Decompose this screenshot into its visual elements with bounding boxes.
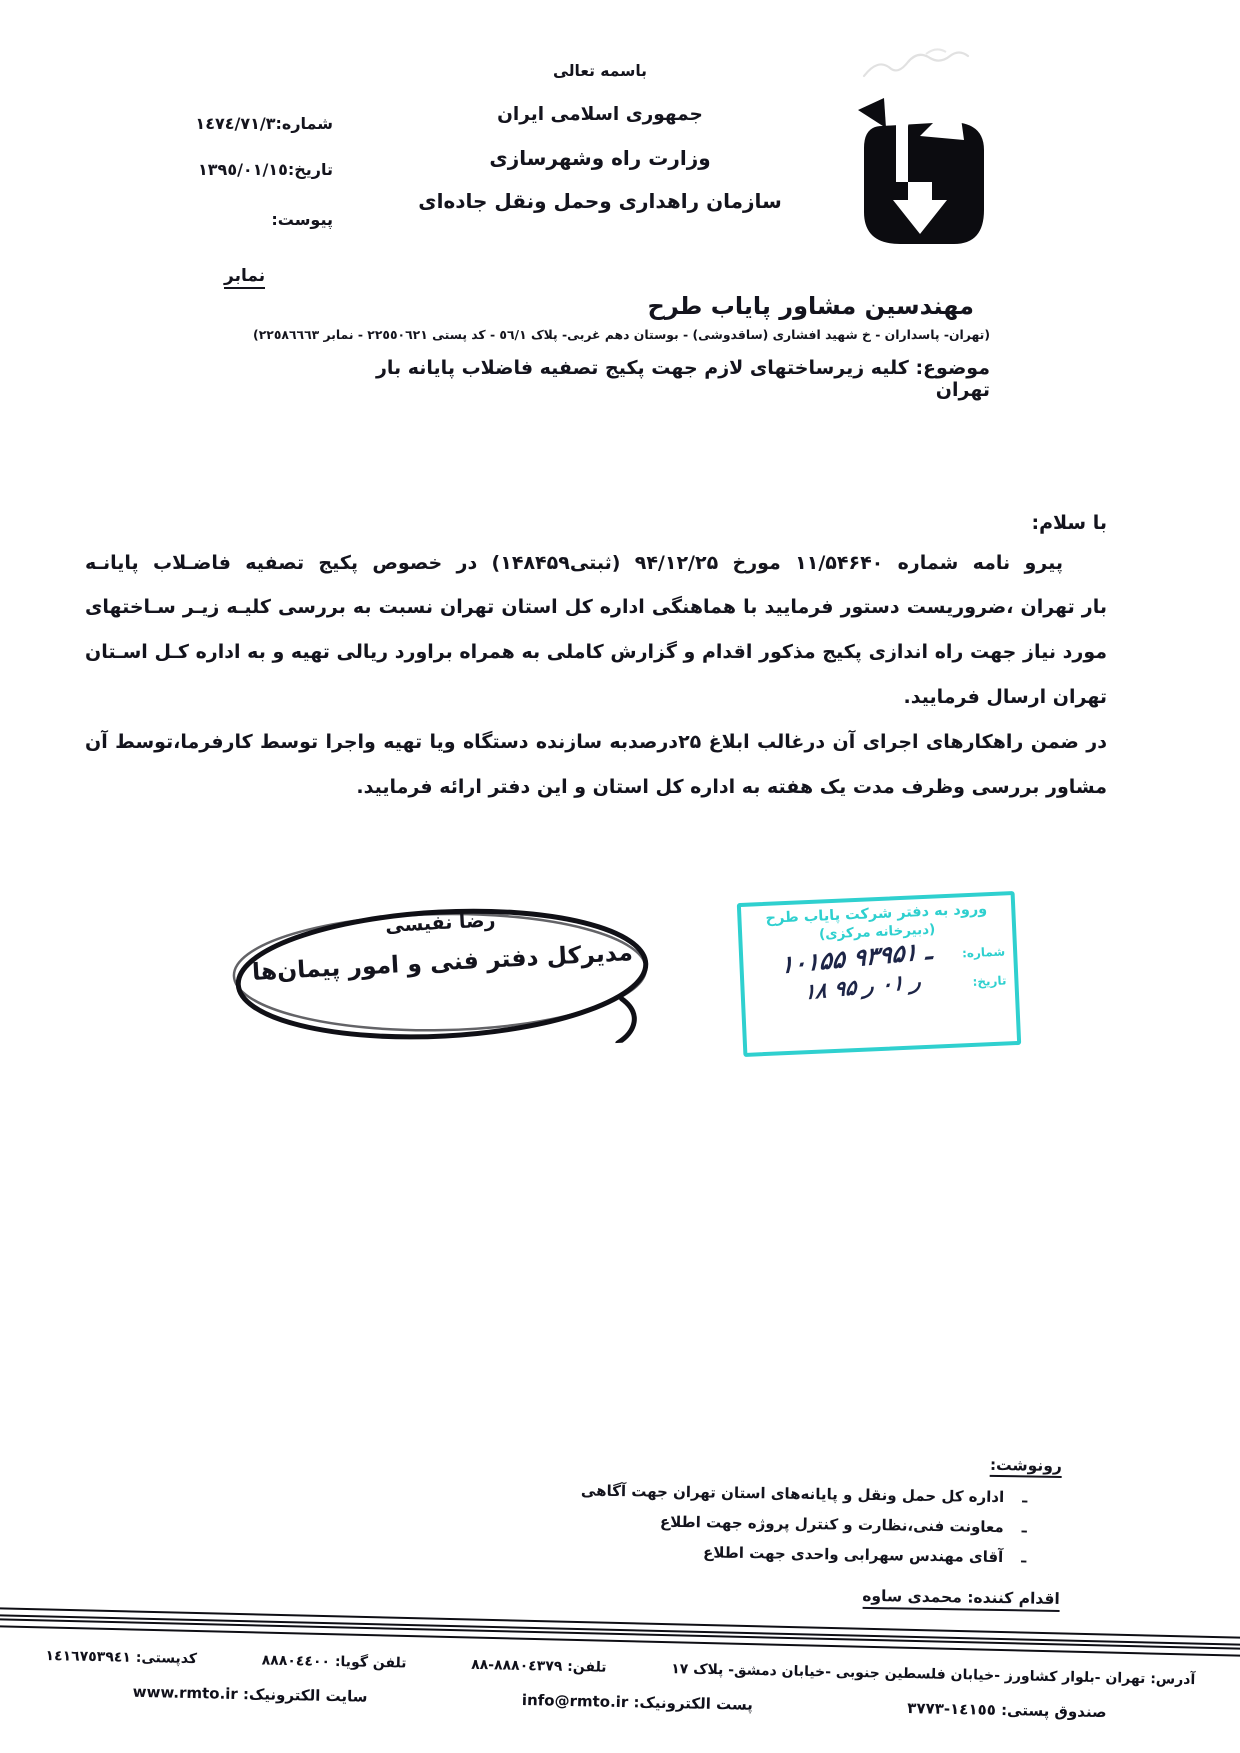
footer-email: پست الکترونیک: info@rmto.ir bbox=[521, 1690, 754, 1714]
footer-contact-block bbox=[45, 1648, 1196, 1723]
signer-name: رضا نفیسی bbox=[384, 909, 496, 937]
cc-list bbox=[378, 1477, 1061, 1569]
company-name: مهندسین مشاور پایاب طرح bbox=[647, 292, 974, 320]
footer-voice-phone: تلفن گویا: ٨٨٨٠٤٤٠٠ bbox=[261, 1652, 407, 1672]
ministry-title: وزارت راه وشهرسازی bbox=[489, 146, 711, 170]
subject-line: موضوع: کلیه زیرساختهای لازم جهت پکیج تصفیه فاضلاب پایانه بار تهران bbox=[375, 357, 990, 401]
footer-line-2 bbox=[45, 1681, 1195, 1723]
letter-attachment bbox=[95, 210, 333, 229]
cc-bullet-dash: ـ bbox=[1021, 1548, 1027, 1567]
cc-title: رونوشت: bbox=[990, 1456, 1062, 1478]
letter-attachment-label: پیوست: bbox=[271, 210, 333, 229]
body-line-5: در ضمن راهکارهای اجرای آن درغالب ابلاغ ۲۵درصدبه سازنده دستگاه ویا تهیه واجرا توسط کارفرما،توسط آن bbox=[85, 731, 1107, 753]
body-line-4: تهران ارسال فرمایید. bbox=[903, 686, 1107, 708]
stamp-date-handwritten: ۱۸ ر ۰۱ ر ۹۵ bbox=[803, 969, 922, 1005]
basmala-text: باسمه تعالی bbox=[553, 62, 647, 80]
footer-address: آدرس: تهران -بلوار کشاورز -خیابان فلسطین جنوبی -خیابان دمشق- پلاک ۱۷ bbox=[671, 1661, 1196, 1689]
company-address: (تهران- پاسداران - خ شهید افشاری (ساقدوشی) - بوستان دهم غربی- پلاک ٥٦/١ - کد پستی ٢٢٥٥٠٦٢١ - نمابر ٢٢٥٨٦٦٦٣) bbox=[253, 327, 990, 342]
stamp-number-label: شماره: bbox=[961, 944, 1006, 961]
cc-item-text: آقای مهندس سهرابی واحدی جهت اطلاع bbox=[702, 1543, 1004, 1567]
cc-bullet-dash: ـ bbox=[1021, 1518, 1028, 1537]
footer-phone: تلفن: ٨٨٨٠٤٣٧٩-٨٨ bbox=[470, 1656, 607, 1676]
cc-item bbox=[378, 1537, 1026, 1568]
cc-item-text: اداره کل حمل ونقل و پایانه‌های استان تهران جهت آگاهی bbox=[580, 1481, 1005, 1507]
body-line-3: مورد نیاز جهت راه اندازی پکیج مذکور اقدام و گزارش کاملی به همراه براورد ریالی تهیه و به اداره کـل اسـتان bbox=[85, 641, 1107, 663]
letter-number-value: ١٤٧٤/٧١/٣ bbox=[195, 114, 276, 133]
footer-pobox: صندوق پستی: ١٤١٥٥-٣٧٧٣ bbox=[907, 1699, 1107, 1722]
cc-item bbox=[379, 1477, 1027, 1508]
letter-number-label: شماره: bbox=[275, 114, 333, 133]
cc-bullet-dash: ـ bbox=[1022, 1488, 1028, 1507]
body-line-1: پیرو نامه شماره ۱۱/۵۴۶۴۰ مورخ ۹۴/۱۲/۲۵ (ثبتی۱۴۸۴۵۹) در خصوص پکیج تصفیه فاضـلاب پایانـه bbox=[85, 552, 1064, 574]
footer-website: سایت الکترونیک: www.rmto.ir bbox=[132, 1682, 368, 1706]
letter-date-value: ١٣٩٥/٠١/١٥ bbox=[198, 160, 288, 179]
cc-item-text: معاونت فنی،نظارت و کنترل پروژه جهت اطلاع bbox=[659, 1512, 1004, 1537]
stamp-title: ورود به دفتر شرکت پایاب طرح bbox=[765, 901, 988, 927]
body-line-2: بار تهران ،ضروریست دستور فرمایید با هماهنگی اداره کل استان تهران نسبت به بررسی کلیـه زیـر سـاختهای bbox=[85, 596, 1107, 618]
footer-postal-code: کدپستی: ١٤١٦٧٥٣٩٤١ bbox=[45, 1647, 198, 1668]
signature-block bbox=[224, 885, 662, 1063]
stamp-date-label: تاریخ: bbox=[972, 973, 1007, 989]
stamp-subtitle: (دبیرخانه مرکزی) bbox=[818, 921, 936, 943]
salutation: با سلام: bbox=[1031, 512, 1107, 534]
body-line-6: مشاور بررسی وظرف مدت یک هفته به اداره کل استان و این دفتر ارائه فرمایید. bbox=[356, 776, 1107, 798]
cc-block bbox=[378, 1445, 1062, 1612]
cc-item bbox=[379, 1507, 1027, 1538]
letterhead bbox=[253, 292, 990, 401]
country-title: جمهوری اسلامی ایران bbox=[497, 104, 703, 125]
stamp-number-handwritten: ۱۰۱۵۵ ـ ۹۳۹۵۱ bbox=[780, 936, 934, 980]
rmto-logo-icon bbox=[850, 84, 992, 254]
pencil-squiggle-mark bbox=[856, 36, 976, 88]
action-officer: اقدام کننده: محمدی ساوه bbox=[862, 1587, 1060, 1612]
organization-title: سازمان راهداری وحمل ونقل جاده‌ای bbox=[418, 189, 782, 213]
letter-number bbox=[95, 114, 333, 133]
footer-line-1 bbox=[45, 1648, 1195, 1688]
letter-date bbox=[95, 160, 333, 179]
signer-title: مدیرکل دفتر فنی و امور پیمان‌ها bbox=[251, 938, 634, 986]
entry-stamp bbox=[737, 891, 1021, 1057]
fax-label: نمابر bbox=[224, 266, 265, 289]
letter-date-label: تاریخ: bbox=[287, 160, 333, 179]
government-header bbox=[340, 62, 860, 213]
